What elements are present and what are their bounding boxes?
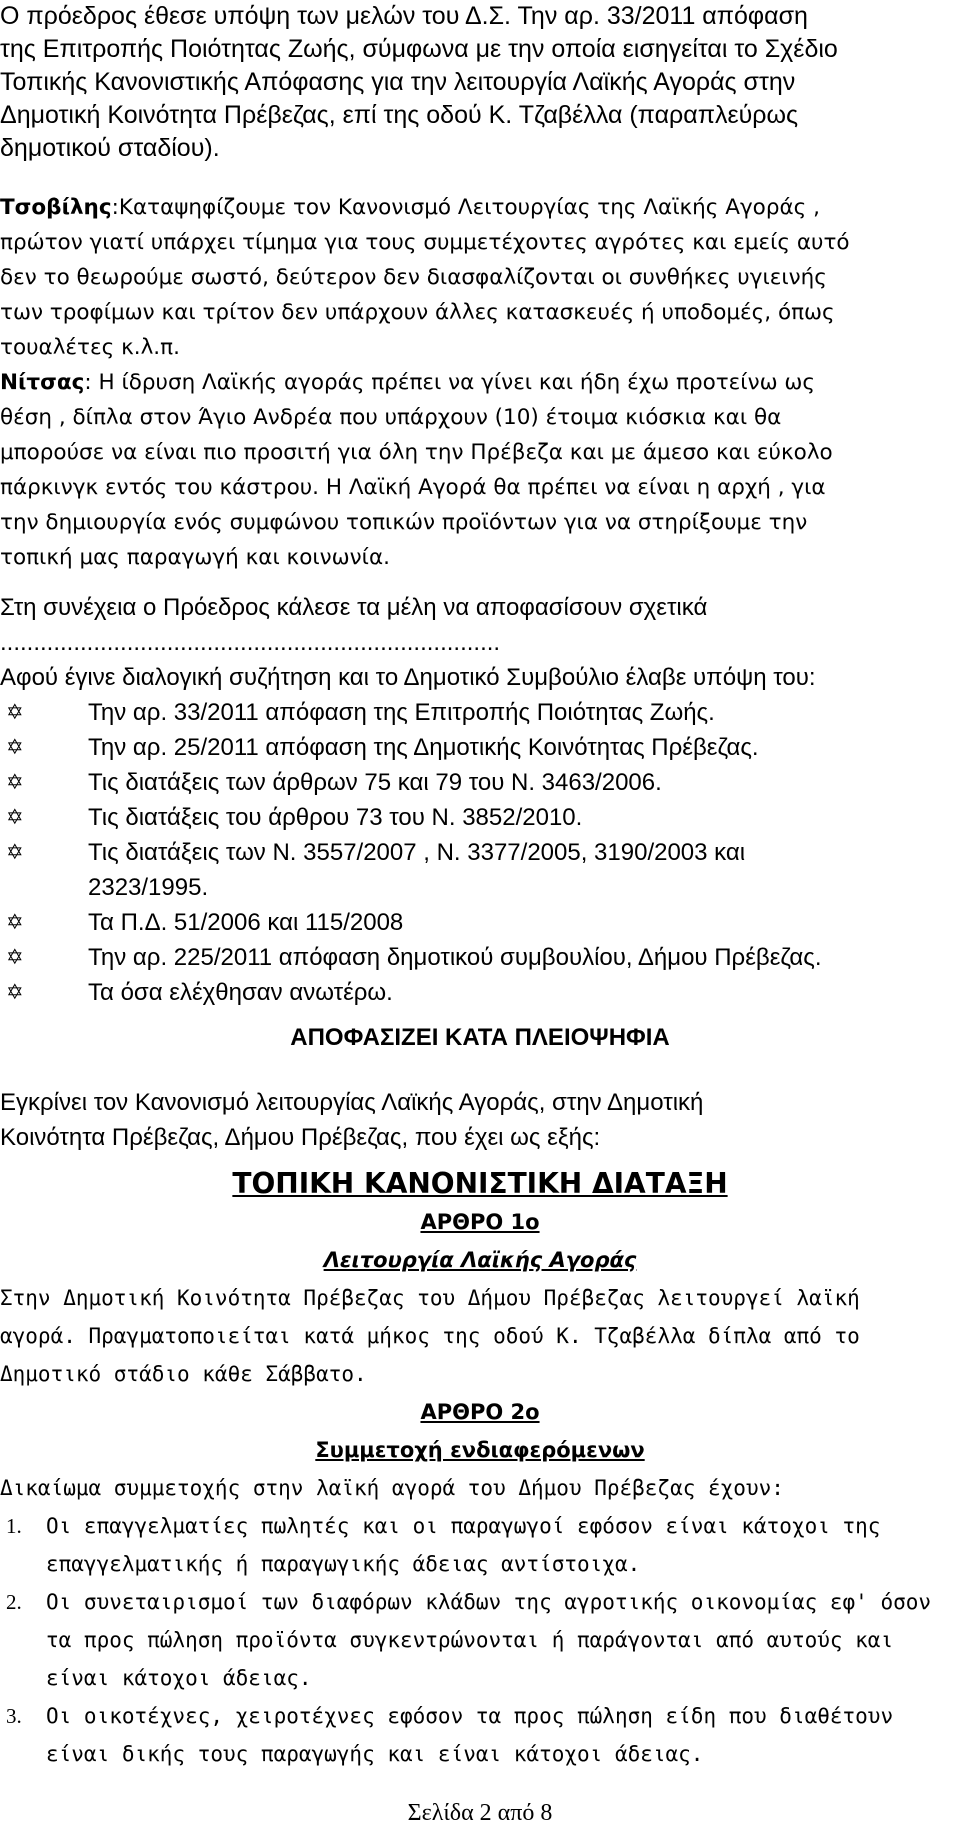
speaker-sep: :: [84, 370, 92, 395]
leaf-bullet-icon: ✡: [6, 701, 24, 724]
leaf-bullet-icon: ✡: [6, 981, 24, 1004]
list-item: 2. Οι συνεταιρισμοί των διαφόρων κλάδων της αγροτικής οικονομίας εφ' όσον τα προς πώληση προϊόντα συγκεντρώνονται ή παράγονται από αυτούς και είναι κάτοχοι άδειας.: [0, 1583, 960, 1697]
leaf-bullet-icon: ✡: [6, 841, 24, 864]
statement-line: πρώτον γιατί υπάρχει τίμημα για τους συμμετέχοντες αγρότες και εμείς αυτό: [0, 230, 850, 255]
statement-line: Καταψηφίζουμε τον Κανονισμό Λειτουργίας της Λαϊκής Αγοράς ,: [118, 195, 820, 220]
statement-tsovilis: [0, 190, 960, 365]
approve-line: Κοινότητα Πρέβεζας, Δήμου Πρέβεζας, που έχει ως εξής:: [0, 1124, 601, 1151]
list-item: ✡ Την αρ. 25/2011 απόφαση της Δημοτικής Κοινότητας Πρέβεζας.: [0, 730, 960, 765]
statement-line: τουαλέτες κ.λ.π.: [0, 335, 180, 360]
intro-paragraph: [0, 0, 960, 165]
decision-heading: ΑΠΟΦΑΣΙΖΕΙ ΚΑΤΑ ΠΛΕΙΟΨΗΦΙΑ: [290, 1024, 670, 1051]
statement-line: των τροφίμων και τρίτον δεν υπάρχουν άλλες κατασκευές ή υποδομές, όπως: [0, 300, 835, 325]
list-item: ✡ Τις διατάξεις του άρθρου 73 του Ν. 3852/2010.: [0, 800, 960, 835]
article-2-title: ΑΡΘΡΟ 2ο: [420, 1400, 540, 1424]
article-1-title: ΑΡΘΡΟ 1ο: [420, 1210, 540, 1234]
intro-line: δημοτικού σταδίου).: [0, 134, 220, 162]
call-line: Στη συνέχεια ο Πρόεδρος κάλεσε τα μέλη να αποφασίσουν σχετικά: [0, 594, 708, 621]
list-item: ✡ Τις διατάξεις των άρθρων 75 και 79 του Ν. 3463/2006.: [0, 765, 960, 800]
statement-line: τοπική μας παραγωγή και κοινωνία.: [0, 545, 390, 570]
list-item: 3. Οι οικοτέχνες, χειροτέχνες εφόσον τα προς πώληση είδη που διαθέτουν είναι δικής τους παραγωγής και είναι κάτοχοι άδειας.: [0, 1697, 960, 1773]
article-1-subtitle: Λειτουργία Λαϊκής Αγοράς: [323, 1248, 637, 1272]
statement-line: θέση , δίπλα στον Άγιο Ανδρέα που υπάρχουν (10) έτοιμα κιόσκια και θα: [0, 405, 782, 430]
statement-line: πάρκινγκ εντός του κάστρου. Η Λαϊκή Αγορά θα πρέπει να είναι η αρχή , για: [0, 475, 826, 500]
regulation-section: [0, 1165, 960, 1773]
list-item: ✡ Τα όσα ελέχθησαν ανωτέρω.: [0, 975, 960, 1010]
page-number: Σελίδα 2 από 8: [407, 1800, 553, 1826]
statement-nitsas: [0, 365, 960, 575]
list-item: 1. Οι επαγγελματίες πωλητές και οι παραγωγοί εφόσον είναι κάτοχοι της επαγγελματικής ή παραγωγικής άδειας αντίστοιχα.: [0, 1507, 960, 1583]
article-2-body: [0, 1469, 960, 1773]
leaf-bullet-icon: ✡: [6, 946, 24, 969]
leaf-bullet-icon: ✡: [6, 911, 24, 934]
article-1-body: Στην Δημοτική Κοινότητα Πρέβεζας του Δήμου Πρέβεζας λειτουργεί λαϊκή αγορά. Πραγματοποιείται κατά μήκος της οδού Κ. Τζαβέλλα δίπλα από το Δημοτικό στάδιο κάθε Σάββατο.: [0, 1286, 860, 1386]
article-2-intro: Δικαίωμα συμμετοχής στην λαϊκή αγορά του Δήμου Πρέβεζας έχουν:: [0, 1476, 784, 1500]
item-number: 1.: [6, 1514, 22, 1538]
list-item: ✡ Τα Π.Δ. 51/2006 και 115/2008: [0, 905, 960, 940]
considerations-list: [0, 695, 960, 1010]
approve-line: Εγκρίνει τον Κανονισμό λειτουργίας Λαϊκής Αγοράς, στην Δημοτική: [0, 1089, 704, 1116]
list-item: ✡ Τις διατάξεις των Ν. 3557/2007 , Ν. 3377/2005, 3190/2003 και 2323/1995.: [0, 835, 960, 905]
statement-line: μπορούσε να είναι πιο προσιτή για όλη την Πρέβεζα και με άμεσο και εύκολο: [0, 440, 833, 465]
item-number: 3.: [6, 1704, 22, 1728]
article-2-subtitle: Συμμετοχή ενδιαφερόμενων: [315, 1438, 645, 1462]
consider-line: Αφού έγινε διαλογική συζήτηση και το Δημοτικό Συμβούλιο έλαβε υπόψη του:: [0, 664, 816, 691]
statement-line: την δημιουργία ενός συμφώνου τοπικών προϊόντων για να στηρίξουμε την: [0, 510, 808, 535]
statement-line: Η ίδρυση Λαϊκής αγοράς πρέπει να γίνει και ήδη έχω προτείνω ως: [91, 370, 816, 395]
list-item: ✡ Την αρ. 33/2011 απόφαση της Επιτροπής Ποιότητας Ζωής.: [0, 695, 960, 730]
statements: [0, 190, 960, 575]
intro-line: Δημοτική Κοινότητα Πρέβεζας, επί της οδού Κ. Τζαβέλλα (παραπλεύρως: [0, 101, 799, 129]
regulation-title: ΤΟΠΙΚΗ ΚΑΝΟΝΙΣΤΙΚΗ ΔΙΑΤΑΞΗ: [232, 1167, 728, 1200]
leaf-bullet-icon: ✡: [6, 736, 24, 759]
list-item: ✡ Την αρ. 225/2011 απόφαση δημοτικού συμβουλίου, Δήμου Πρέβεζας.: [0, 940, 960, 975]
statement-line: δεν το θεωρούμε σωστό, δεύτερον δεν διασφαλίζονται οι συνθήκες υγιεινής: [0, 265, 827, 290]
speaker-name: Νίτσας: [0, 370, 85, 395]
decision-section: [0, 590, 960, 1155]
intro-line: Ο πρόεδρος έθεσε υπόψη των μελών του Δ.Σ. Την αρ. 33/2011 απόφαση: [0, 2, 808, 30]
intro-line: Τοπικής Κανονιστικής Απόφασης για την λειτουργία Λαϊκής Αγοράς στην: [0, 68, 796, 96]
dots-line: ...........................................................................: [0, 629, 501, 656]
leaf-bullet-icon: ✡: [6, 771, 24, 794]
speaker-sep: :: [111, 195, 119, 220]
leaf-bullet-icon: ✡: [6, 806, 24, 829]
intro-line: της Επιτροπής Ποιότητας Ζωής, σύμφωνα με την οποία εισηγείται το Σχέδιο: [0, 35, 838, 63]
speaker-name: Τσοβίλης: [0, 195, 112, 220]
item-number: 2.: [6, 1590, 22, 1614]
